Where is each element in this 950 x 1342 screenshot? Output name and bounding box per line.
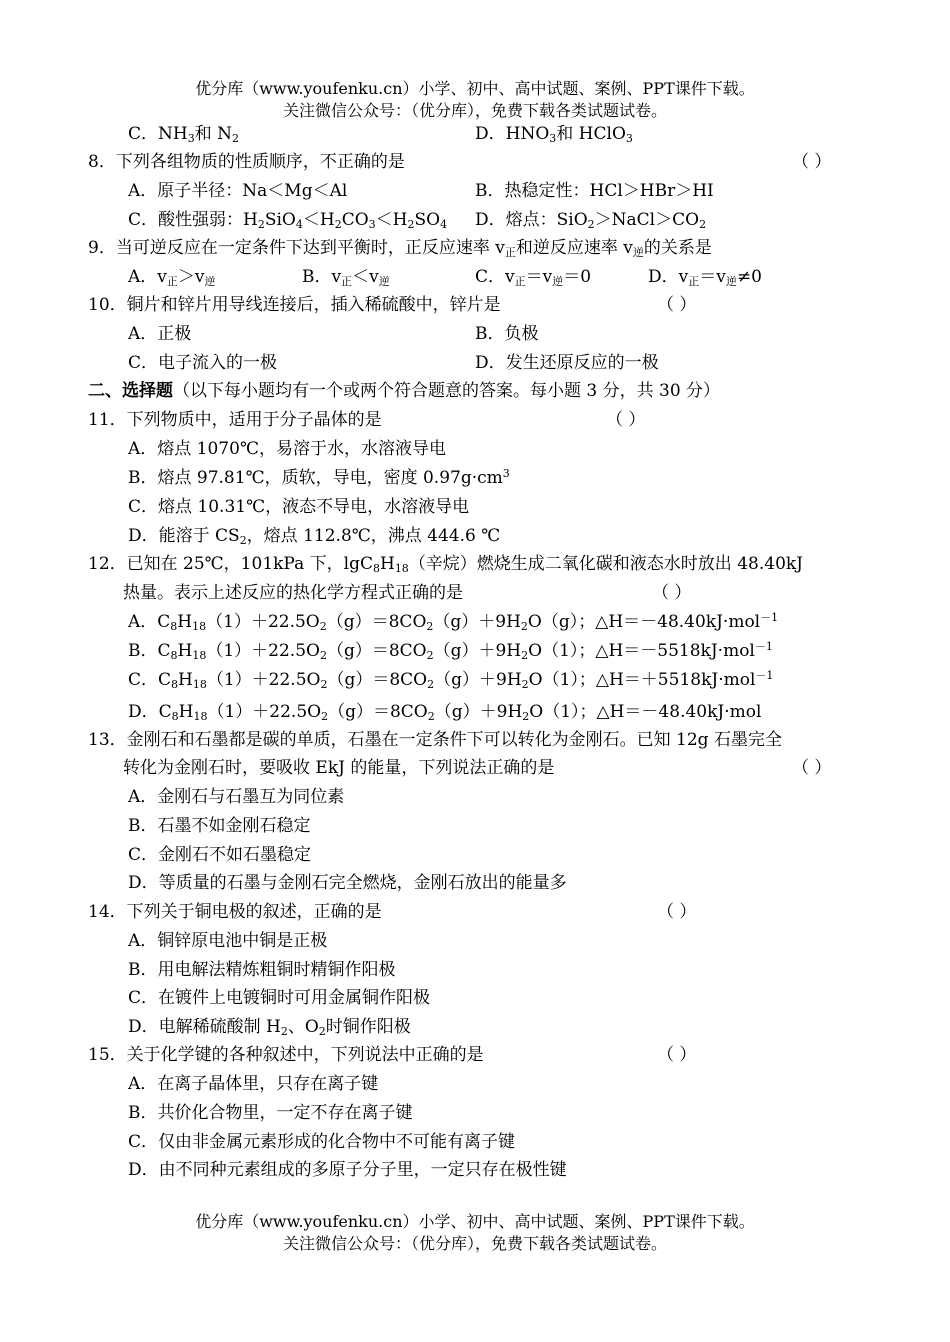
q14-answer-blank: （ ） — [657, 902, 697, 922]
q11-option-b: B．熔点 97.81℃，质软，导电，密度 $0.97g\cdot cm^3$ — [128, 467, 510, 488]
q10-option-d: D．发生还原反应的一极 — [475, 353, 659, 373]
q14-option-d: D．电解稀硫酸制 $H_2$、$O_2$时铜作阳极 — [128, 1017, 411, 1038]
q13-stem-line2: 转化为金刚石时，要吸收 EkJ 的能量，下列说法正确的是 — [123, 758, 555, 778]
q11-stem: 11．下列物质中，适用于分子晶体的是 — [88, 410, 382, 430]
q15-option-c: C．仅由非金属元素形成的化合物中不可能有离子键 — [128, 1132, 516, 1152]
q14-option-c: C．在镀件上电镀铜时可用金属铜作阳极 — [128, 988, 431, 1008]
q8-option-d: D．熔点：$SiO_2>NaCl>CO_2$ — [475, 210, 707, 231]
q12-stem-line1: 12．已知在 25℃，101kPa 下，$\lg C_8H_{18}$（辛烷）燃烧生成二氧化碳和液态水时放出 48.40kJ — [88, 554, 803, 575]
q9-option-b: B．$v_正<v_逆$ — [302, 267, 390, 288]
q9-option-c: C．$v_正=v_逆=0$ — [475, 267, 592, 288]
q13-option-c: C．金刚石不如石墨稳定 — [128, 845, 312, 865]
q8-option-b: B．热稳定性：HCl＞HBr＞HI — [475, 181, 714, 201]
q15-answer-blank: （ ） — [657, 1045, 697, 1065]
q13-option-b: B．石墨不如金刚石稳定 — [128, 816, 311, 836]
q15-stem: 15．关于化学键的各种叙述中，下列说法中正确的是 — [88, 1045, 484, 1065]
q11-option-c: C．熔点 10.31℃，液态不导电，水溶液导电 — [128, 497, 470, 517]
q12-option-c: C．$C_8H_{18}(1)+22.5O_2(g)=8CO_2(g)+9H_2O(1)$；△H＝＋5518kJ·mol$^{-1}$ — [128, 669, 774, 691]
q14-option-b: B．用电解法精炼粗铜时精铜作阳极 — [128, 960, 396, 980]
q13-stem-line1: 13．金刚石和石墨都是碳的单质，石墨在一定条件下可以转化为金刚石。已知 12g 石墨完全 — [88, 730, 782, 750]
q12-stem-line2: 热量。表示上述反应的热化学方程式正确的是 — [123, 583, 463, 603]
page-header-line2: 关注微信公众号：（优分库），免费下载各类试题试卷。 — [282, 101, 667, 120]
q7-option-d: D．$HNO_3$和 HClO$_3$ — [475, 124, 633, 145]
page-footer-line2: 关注微信公众号：（优分库），免费下载各类试题试卷。 — [282, 1234, 667, 1253]
q11-option-d: D．能溶于 $CS_2$，熔点 112.8℃，沸点 444.6 ℃ — [128, 526, 501, 547]
q8-option-c: C．酸性强弱：$H_2SiO_4<H_2CO_3<H_2SO_4$ — [128, 210, 448, 231]
q9-option-d: D．$v_正=v_逆\ne 0$ — [648, 267, 762, 288]
q12-answer-blank: （ ） — [652, 583, 692, 603]
q12-option-d: D．$C_8H_{18}(1)+22.5O_2(g)=8CO_2(g)+9H_2O(1)$；△H＝－48.40kJ·mol — [128, 702, 762, 723]
q14-option-a: A．铜锌原电池中铜是正极 — [128, 931, 328, 951]
q9-stem: 9．当可逆反应在一定条件下达到平衡时，正反应速率 $v_正$和逆反应速率 $v_逆$的关系是 — [88, 238, 712, 259]
q10-stem: 10．铜片和锌片用导线连接后，插入稀硫酸中，锌片是 — [88, 295, 501, 315]
q15-option-a: A．在离子晶体里，只存在离子键 — [128, 1074, 379, 1094]
q8-option-a: A．原子半径：Na＜Mg＜Al — [128, 181, 348, 201]
q9-option-a: A．$v_正>v_逆$ — [128, 267, 216, 288]
q13-answer-blank: （ ） — [792, 758, 832, 778]
q15-option-b: B．共价化合物里，一定不存在离子键 — [128, 1103, 413, 1123]
q13-option-a: A．金刚石与石墨互为同位素 — [128, 787, 345, 807]
q10-option-a: A．正极 — [128, 324, 192, 344]
q11-option-a: A．熔点 1070℃，易溶于水，水溶液导电 — [128, 439, 446, 459]
page-footer-line1: 优分库（www.youfenku.cn）小学、初中、高中试题、案例、PPT课件下载。 — [195, 1212, 755, 1231]
q12-option-b: B．$C_8H_{18}(1)+22.5O_2(g)=8CO_2(g)+9H_2O(1)$；△H＝－5518kJ·mol$^{-1}$ — [128, 640, 773, 662]
q14-stem: 14．下列关于铜电极的叙述，正确的是 — [88, 902, 382, 922]
q8-stem: 8．下列各组物质的性质顺序，不正确的是 — [88, 152, 405, 172]
q10-option-c: C．电子流入的一极 — [128, 353, 278, 373]
q10-answer-blank: （ ） — [657, 295, 697, 315]
q10-option-b: B．负极 — [475, 324, 539, 344]
q13-option-d: D．等质量的石墨与金刚石完全燃烧，金刚石放出的能量多 — [128, 873, 567, 893]
q7-option-c: C．$NH_3$和 $N_2$ — [128, 124, 239, 145]
q15-option-d: D．由不同种元素组成的多原子分子里，一定只存在极性键 — [128, 1160, 567, 1180]
q12-option-a: A．$C_8H_{18}(1)+22.5O_2(g)=8CO_2(g)+9H_2O(g)$；△H＝－48.40kJ·mol$^{-1}$ — [128, 611, 779, 633]
q8-answer-blank: （ ） — [792, 152, 832, 172]
page-header-line1: 优分库（www.youfenku.cn）小学、初中、高中试题、案例、PPT课件下载。 — [195, 79, 755, 98]
q11-answer-blank: （ ） — [606, 410, 646, 430]
section-2-heading: 二、选择题（以下每小题均有一个或两个符合题意的答案。每小题 3 分，共 30 分） — [88, 381, 721, 401]
